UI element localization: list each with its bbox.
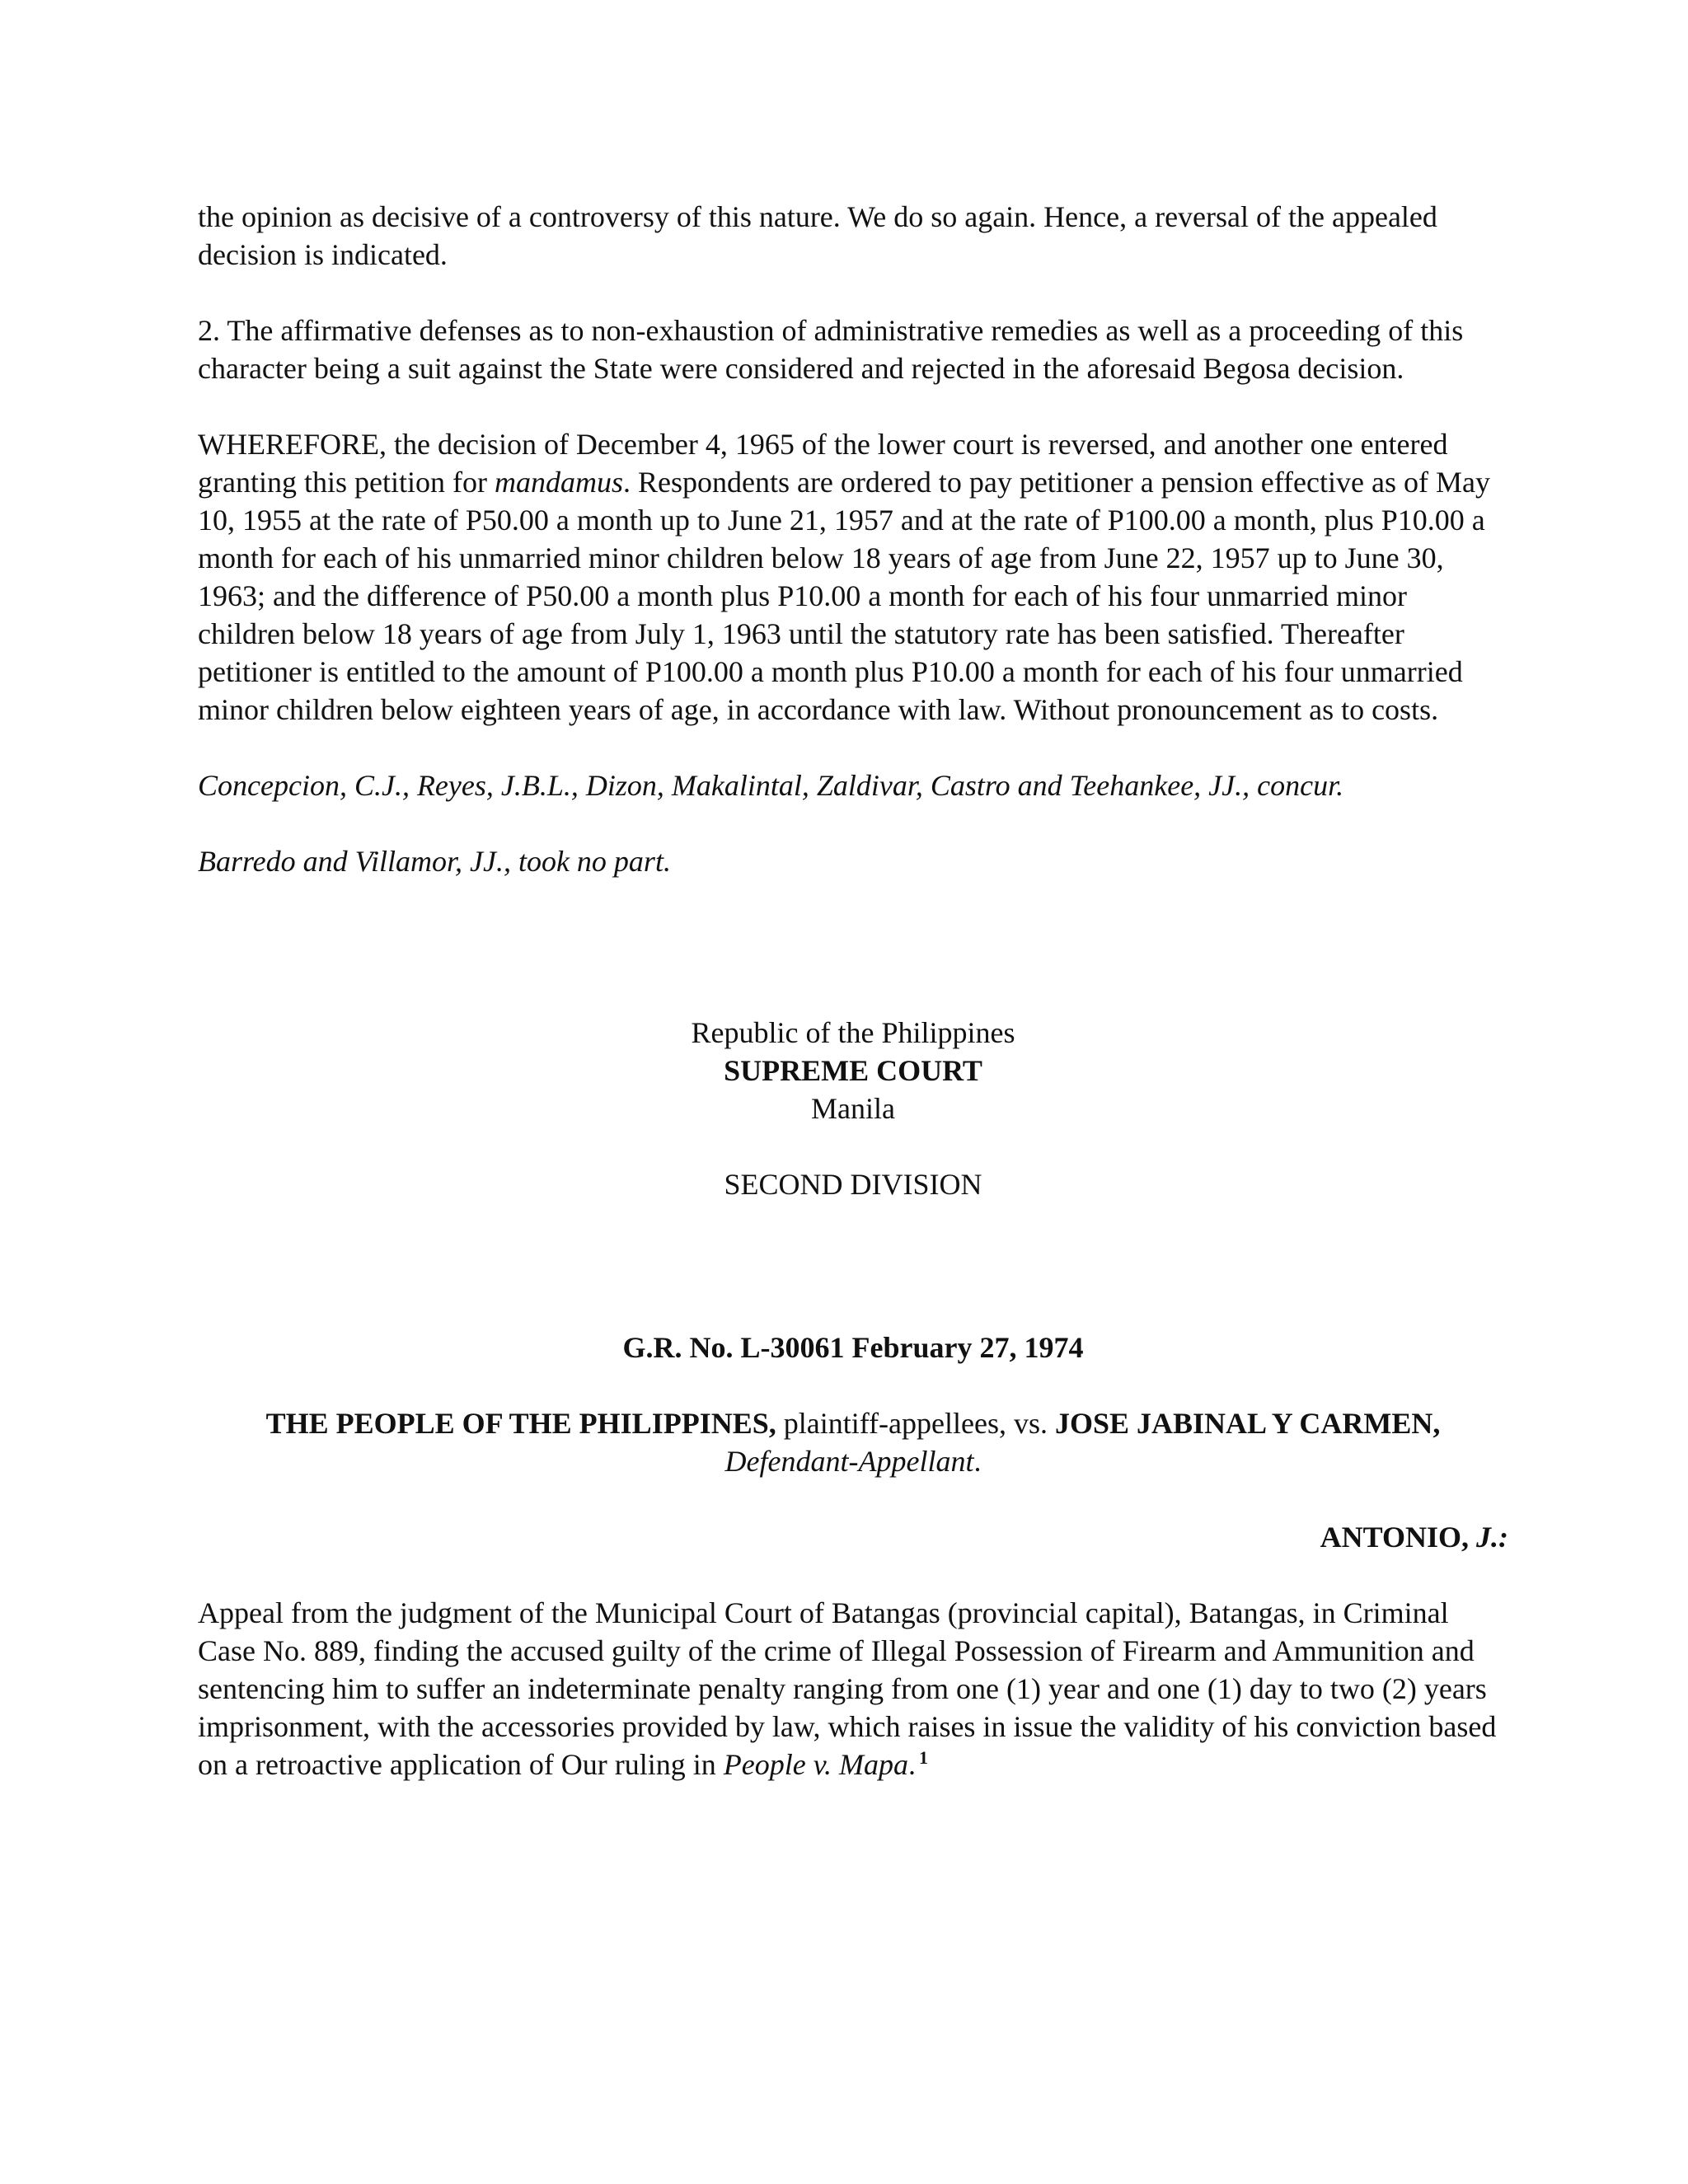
case-party-defendant-role: Defendant-Appellant xyxy=(724,1445,974,1478)
paragraph-wherefore xyxy=(198,425,1508,729)
paragraph-concur: Concepcion, C.J., Reyes, J.B.L., Dizon, Makalintal, Zaldivar, Castro and Teehankee, JJ., concur. xyxy=(198,769,1344,802)
header-court: SUPREME COURT xyxy=(724,1054,982,1087)
case-title xyxy=(198,1404,1508,1480)
paragraph-affirmative-defenses: 2. The affirmative defenses as to non-exhaustion of administrative remedies as well as a proceeding of this character being a suit against the State were considered and rejected in the aforesaid Begosa decision. xyxy=(198,314,1464,385)
case-party-plaintiff: THE PEOPLE OF THE PHILIPPINES, xyxy=(265,1407,776,1440)
ponente-title: J.: xyxy=(1476,1521,1508,1554)
appeal-citation: People v. Mapa xyxy=(723,1748,909,1781)
header-city: Manila xyxy=(811,1092,895,1125)
document-page xyxy=(198,198,1508,1821)
appeal-text: Appeal from the judgment of the Municipal Court of Batangas (provincial capital), Batangas, in Criminal Case No. 889, finding the accused guilty of the crime of Illegal Possession of Firearm and Ammunition and sentencing him to suffer an indeterminate penalty ranging from one (1) year and one (1) day to two (2) years imprisonment, with the accessories provided by law, which raises in issue the validity of his conviction based on a retroactive application of Our ruling in xyxy=(198,1596,1497,1781)
header-republic: Republic of the Philippines xyxy=(691,1016,1015,1049)
ponente xyxy=(198,1518,1508,1556)
case-gr-number: G.R. No. L-30061 February 27, 1974 xyxy=(622,1331,1084,1364)
wherefore-text-1: WHEREFORE, the decision of December 4, 1965 of the lower court is reversed, and another one entered granting this petition for xyxy=(198,428,1448,499)
wherefore-text-2: . Respondents are ordered to pay petitioner a pension effective as of May 10, 1955 at the rate of P50.00 a month up to June 21, 1957 and at the rate of P100.00 a month, plus P10.00 a month for each of his unmarried minor children below 18 years of age from June 22, 1957 up to June 30, 1963; and the difference of P50.00 a month plus P10.00 a month for each of his four unmarried minor children below 18 years of age from July 1, 1963 until the statutory rate has been satisfied. Thereafter petitioner is entitled to the amount of P100.00 a month plus P10.00 a month for each of his four unmarried minor children below eighteen years of age, in accordance with law. Without pronouncement as to costs. xyxy=(198,466,1490,726)
footnote-marker-1[interactable]: 1 xyxy=(919,1747,929,1768)
ponente-name: ANTONIO, xyxy=(1320,1521,1476,1554)
appeal-end: . xyxy=(908,1748,917,1781)
case-title-period: . xyxy=(973,1445,982,1478)
court-header xyxy=(198,1014,1508,1203)
paragraph-reversal: the opinion as decisive of a controversy of this nature. We do so again. Hence, a reversal of the appealed decision is indicated. xyxy=(198,200,1437,271)
case-party-defendant: JOSE JABINAL Y CARMEN, xyxy=(1054,1407,1441,1440)
header-division: SECOND DIVISION xyxy=(724,1168,982,1201)
case-party-plaintiff-role: plaintiff-appellees, vs. xyxy=(776,1407,1055,1440)
paragraph-appeal xyxy=(198,1594,1508,1783)
wherefore-italic: mandamus xyxy=(494,466,623,499)
paragraph-no-part: Barredo and Villamor, JJ., took no part. xyxy=(198,845,671,878)
